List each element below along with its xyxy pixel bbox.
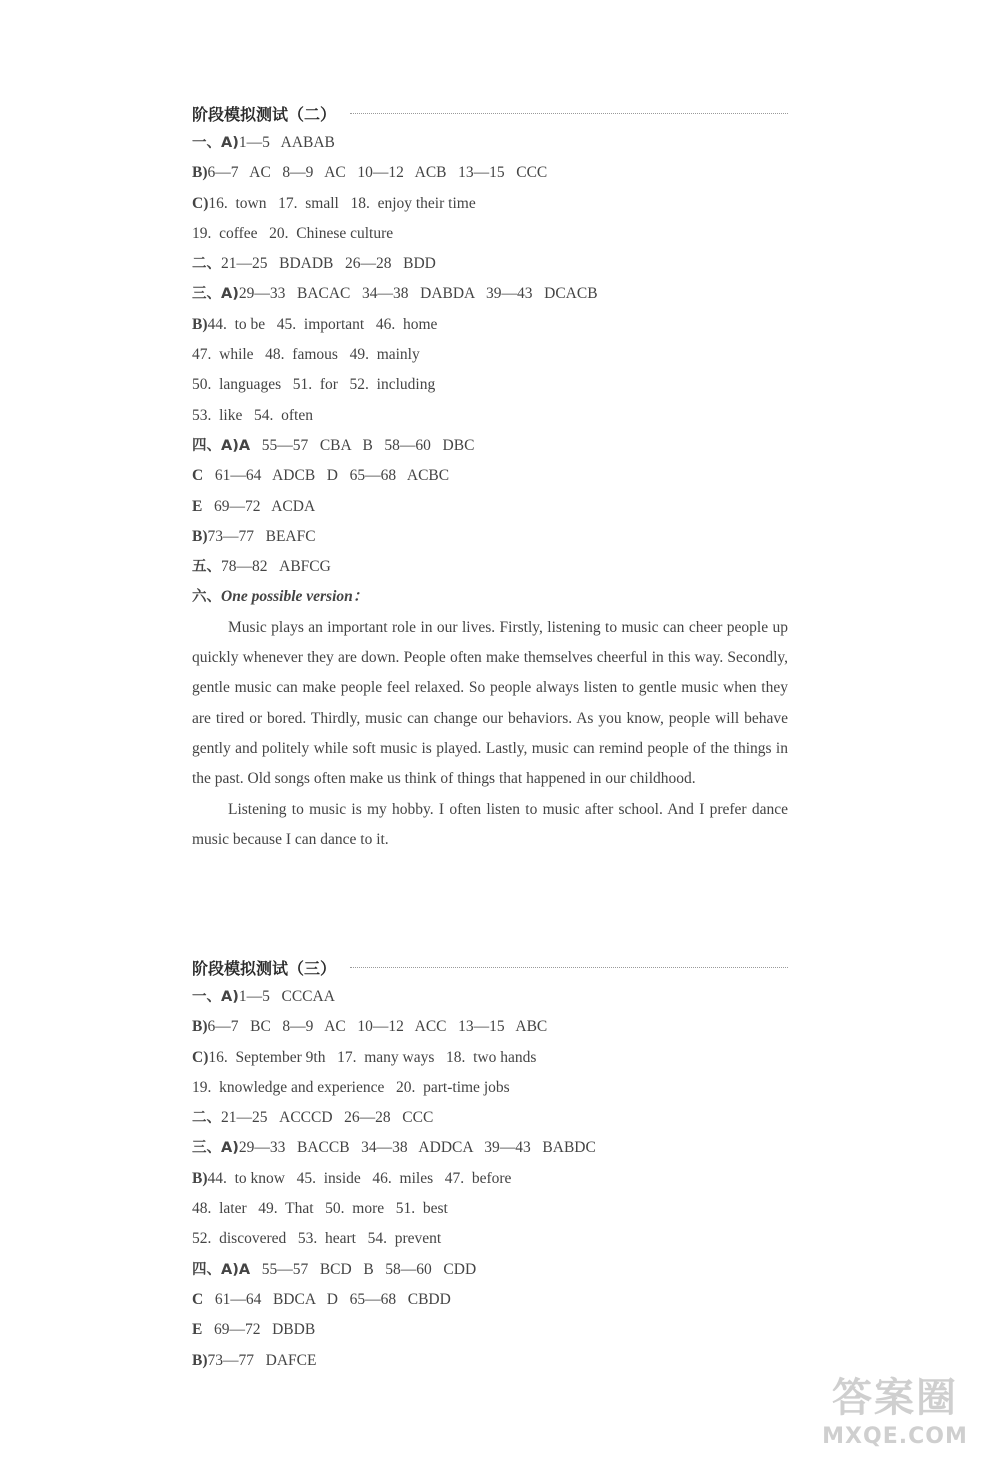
answer-line-prefix: B) [192, 1169, 208, 1187]
test-3-answer-lines [192, 982, 788, 1376]
answer-line [192, 128, 788, 158]
answer-line-text: 55—57 CBA B 58—60 DBC [250, 436, 475, 454]
test-2-section [192, 98, 788, 855]
answer-line-text: 6—7 AC 8—9 AC 10—12 ACB 13—15 CCC [207, 164, 548, 182]
essay-label: One possible version： [221, 588, 369, 606]
answer-line [192, 158, 788, 188]
answer-line-prefix: 三、A) [192, 1140, 239, 1157]
answer-line-text: 29—33 BACCB 34—38 ADDCA 39—43 BABDC [238, 1139, 596, 1157]
answer-line-text: 69—72 ACDA [202, 497, 316, 515]
answer-line-prefix: C [192, 467, 204, 485]
answer-line-text: 16. town 17. small 18. enjoy their time [208, 194, 476, 212]
answer-line-text: 29—33 BACAC 34—38 DABDA 39—43 DCACB [238, 285, 598, 303]
answer-line-prefix: 一、A) [192, 135, 239, 151]
answer-line-prefix: 二、 [192, 256, 221, 273]
answer-line-text: 19. knowledge and experience 20. part-time jobs [192, 1078, 510, 1096]
answer-line-prefix: E [192, 1321, 203, 1339]
answer-line-prefix: B) [192, 315, 208, 333]
answer-line-prefix: 一、A) [192, 989, 239, 1005]
answer-line [192, 492, 788, 522]
essay-paragraph-2: Listening to music is my hobby. I often listen to music after school. And I prefer dance music because I can dance to it. [192, 800, 788, 848]
answer-line [192, 1073, 788, 1103]
answer-line-prefix: E [192, 497, 203, 515]
heading-divider [350, 113, 788, 114]
test-2-heading [192, 98, 788, 128]
test-3-section [192, 952, 788, 1376]
answer-line-text: 48. later 49. That 50. more 51. best [192, 1200, 448, 1218]
test-2-answer-lines [192, 128, 788, 582]
answer-line-prefix: 二、 [192, 1110, 221, 1127]
answer-line [192, 1043, 788, 1073]
answer-line [192, 370, 788, 400]
answer-line-text: 53. like 54. often [192, 406, 313, 424]
answer-line [192, 522, 788, 552]
test-2-title: 阶段模拟测试（二） [192, 104, 337, 124]
answer-line [192, 1346, 788, 1376]
answer-line-text: 55—57 BCD B 58—60 CDD [250, 1260, 477, 1278]
answer-line [192, 1315, 788, 1345]
answer-line-prefix: 五、 [192, 559, 221, 576]
answer-line [192, 1224, 788, 1254]
answer-line-text: 1—5 CCCAA [238, 988, 335, 1005]
answer-line [192, 461, 788, 491]
answer-line [192, 1194, 788, 1224]
answer-line-prefix: C) [192, 1048, 209, 1066]
answer-line [192, 189, 788, 219]
answer-line [192, 1133, 788, 1163]
watermark-logo [800, 1373, 990, 1463]
answer-line [192, 1164, 788, 1194]
answer-line-text: 73—77 BEAFC [207, 527, 316, 545]
answer-line-text: 16. September 9th 17. many ways 18. two hands [208, 1048, 537, 1066]
answer-line [192, 310, 788, 340]
answer-line [192, 982, 788, 1012]
heading-divider [350, 967, 788, 968]
answer-line-text: 50. languages 51. for 52. including [192, 376, 436, 394]
essay-label-line [192, 582, 788, 612]
answer-line-text: 61—64 ADCB D 65—68 ACBC [203, 467, 450, 485]
answer-line-prefix: C [192, 1290, 204, 1308]
answer-line [192, 1103, 788, 1133]
answer-line [192, 431, 788, 461]
answer-line-prefix: 四、A)A [192, 1261, 251, 1278]
answer-line [192, 340, 788, 370]
answer-line [192, 1255, 788, 1285]
answer-line-text: 52. discovered 53. heart 54. prevent [192, 1230, 442, 1248]
answer-line-text: 6—7 BC 8—9 AC 10—12 ACC 13—15 ABC [207, 1018, 548, 1036]
watermark-url: MXQE.COM [822, 1424, 968, 1449]
answer-line-prefix: 三、A) [192, 286, 239, 303]
answer-line-text: 44. to be 45. important 46. home [207, 315, 438, 333]
test-3-heading [192, 952, 788, 982]
answer-line-text: 73—77 DAFCE [207, 1351, 317, 1369]
answer-line-text: 47. while 48. famous 49. mainly [192, 346, 420, 364]
watermark-title: 答案圈 [832, 1375, 958, 1421]
answer-line-prefix: B) [192, 1351, 208, 1369]
answer-line-prefix: B) [192, 1018, 208, 1036]
essay-prefix: 六、 [192, 589, 221, 606]
answer-line-text: 44. to know 45. inside 46. miles 47. before [207, 1169, 512, 1187]
test-3-title: 阶段模拟测试（三） [192, 958, 337, 978]
answer-line-prefix: B) [192, 527, 208, 545]
answer-line [192, 1012, 788, 1042]
answer-line-text: 69—72 DBDB [202, 1321, 316, 1339]
answer-line [192, 401, 788, 431]
answer-line-text: 78—82 ABFCG [221, 558, 331, 576]
answer-line-text: 1—5 AABAB [238, 134, 335, 151]
answer-line [192, 219, 788, 249]
answer-line-text: 21—25 BDADB 26—28 BDD [221, 255, 436, 273]
answer-line-prefix: 四、A)A [192, 437, 251, 454]
answer-line [192, 552, 788, 582]
answer-line-prefix: C) [192, 194, 209, 212]
answer-line [192, 249, 788, 279]
answer-line [192, 279, 788, 309]
answer-line [192, 1285, 788, 1315]
answer-line-text: 61—64 BDCA D 65—68 CBDD [203, 1290, 451, 1308]
answer-line-prefix: B) [192, 164, 208, 182]
essay-paragraph-1: Music plays an important role in our lives. Firstly, listening to music can cheer people up quickly whenever they are down. People often make themselves cheerful in this way. Secondly, gentle music can make people feel relaxed. So people always listen to gentle music when they are tired or bored. Thirdly, music can change our behaviors. As you know, people will behave gently and politely while soft music is played. Lastly, music can remind people of the things in the past. Old songs often make us think of things that happened in our childhood. [192, 618, 788, 788]
model-essay [192, 613, 788, 855]
answer-line-text: 19. coffee 20. Chinese culture [192, 224, 394, 242]
answer-line-text: 21—25 ACCCD 26—28 CCC [221, 1109, 434, 1127]
